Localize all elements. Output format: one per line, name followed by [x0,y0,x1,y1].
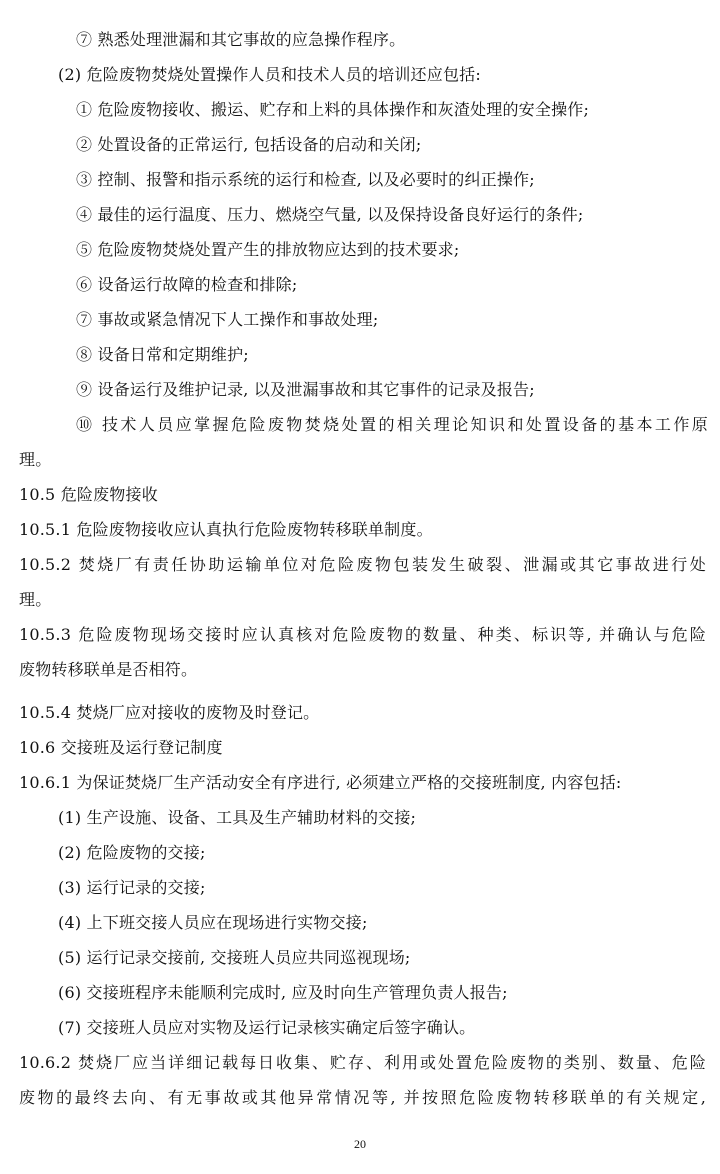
list-item: ⑩ 技术人员应掌握危险废物焚烧处置的相关理论知识和处置设备的基本工作原 [76,415,708,434]
list-item: ① 危险废物接收、搬运、贮存和上料的具体操作和灰渣处理的安全操作; [76,100,590,119]
list-item: (2) 危险废物的交接; [58,843,206,862]
list-item: ③ 控制、报警和指示系统的运行和检查, 以及必要时的纠正操作; [76,170,535,189]
clause: 10.6.1 为保证焚烧厂生产活动安全有序进行, 必须建立严格的交接班制度, 内容包括: [19,773,622,792]
clause: 10.5.4 焚烧厂应对接收的废物及时登记。 [19,703,320,722]
list-item: (1) 生产设施、设备、工具及生产辅助材料的交接; [58,808,417,827]
list-item: ④ 最佳的运行温度、压力、燃烧空气量, 以及保持设备良好运行的条件; [76,205,584,224]
section-heading: 10.5 危险废物接收 [19,485,158,504]
list-item: ⑧ 设备日常和定期维护; [76,345,249,364]
list-item: ⑦ 熟悉处理泄漏和其它事故的应急操作程序。 [76,30,406,49]
paragraph-continuation: 废物的最终去向、有无事故或其他异常情况等, 并按照危险废物转移联单的有关规定, [19,1088,706,1107]
clause: 10.5.2 焚烧厂有责任协助运输单位对危险废物包装发生破裂、泄漏或其它事故进行处 [19,555,706,574]
list-item: ⑨ 设备运行及维护记录, 以及泄漏事故和其它事件的记录及报告; [76,380,535,399]
list-item: ⑥ 设备运行故障的检查和排除; [76,275,298,294]
paragraph-continuation: 理。 [19,590,52,609]
paragraph-continuation: 理。 [19,450,52,469]
list-item: ⑤ 危险废物焚烧处置产生的排放物应达到的技术要求; [76,240,460,259]
section-heading: (2) 危险废物焚烧处置操作人员和技术人员的培训还应包括: [58,65,481,84]
list-item: (6) 交接班程序未能顺利完成时, 应及时向生产管理负责人报告; [58,983,508,1002]
paragraph-continuation: 废物转移联单是否相符。 [19,660,198,679]
list-item: (5) 运行记录交接前, 交接班人员应共同巡视现场; [58,948,411,967]
list-item: (7) 交接班人员应对实物及运行记录核实确定后签字确认。 [58,1018,476,1037]
list-item: (4) 上下班交接人员应在现场进行实物交接; [58,913,368,932]
clause: 10.5.3 危险废物现场交接时应认真核对危险废物的数量、种类、标识等, 并确认与危险 [19,625,706,644]
list-item: (3) 运行记录的交接; [58,878,206,897]
clause: 10.5.1 危险废物接收应认真执行危险废物转移联单制度。 [19,520,433,539]
clause: 10.6.2 焚烧厂应当详细记载每日收集、贮存、利用或处置危险废物的类别、数量、危险 [19,1053,706,1072]
list-item: ② 处置设备的正常运行, 包括设备的启动和关闭; [76,135,422,154]
list-item: ⑦ 事故或紧急情况下人工操作和事故处理; [76,310,379,329]
page-number: 20 [354,1137,366,1151]
section-heading: 10.6 交接班及运行登记制度 [19,738,223,757]
